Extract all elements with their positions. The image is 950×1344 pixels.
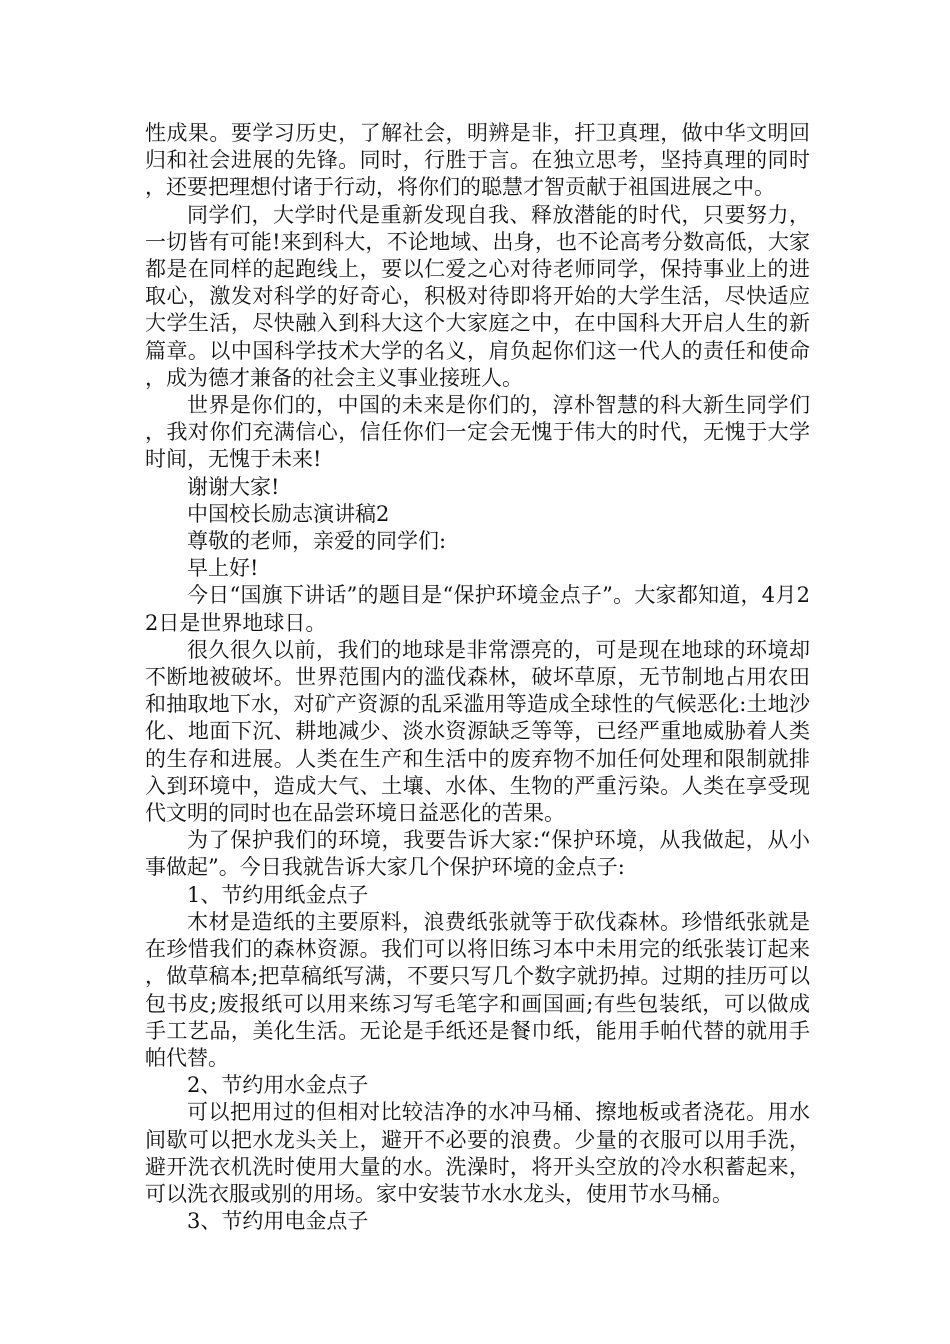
paragraph-thanks: 谢谢大家! <box>187 474 280 499</box>
paragraph-1: 性成果。要学习历史，了解社会，明辨是非，扞卫真理，做中华文明回归和社会进展的先锋。同时，行胜于言。在独立思考，坚持真理的同时，还要把理想付诸于行动，将你们的聪慧才智贡献于祖国进展之中。 <box>145 121 810 200</box>
heading-save-paper: 1、节约用纸金点子 <box>187 882 369 907</box>
paragraph-topic: 今日“国旗下讲话”的题目是“保护环境金点子”。大家都知道，4月22日是世界地球日。 <box>145 583 810 635</box>
paragraph-earth: 很久很久以前，我们的地球是非常漂亮的，可是现在地球的环境却不断地被破坏。世界范围内的滥伐森林，破坏草原，无节制地占用农田和抽取地下水，对矿产资源的乱采滥用等造成全球性的气候恶化:土地沙化、地面下沉、耕地减少、淡水资源缺乏等等，已经严重地威胁着人类的生存和进展。人类在生产和生活中的废弃物不加任何处理和限制就排入到环境中，造成大气、土壤、水体、生物的严重污染。人类在享受现代文明的同时也在品尝环境日益恶化的苦果。 <box>145 637 810 826</box>
greeting-morning: 早上好! <box>187 556 259 581</box>
section-title: 中国校长励志演讲稿2 <box>187 501 390 526</box>
paragraph-protect: 为了保护我们的环境，我要告诉大家:“保护环境，从我做起，从小事做起”。今日我就告诉大家几个保护环境的金点子: <box>145 828 810 880</box>
heading-save-water: 2、节约用水金点子 <box>187 1073 369 1098</box>
paragraph-save-water: 可以把用过的但相对比较洁净的水冲马桶、擦地板或者浇花。用水间歇可以把水龙头关上，避开不必要的浪费。少量的衣服可以用手洗，避开洗衣机洗时使用大量的水。洗澡时，将开头空放的冷水积蓄起来，可以洗衣服或别的用场。家中安装节水水龙头，使用节水马桶。 <box>145 1100 810 1206</box>
heading-save-electricity: 3、节约用电金点子 <box>187 1209 369 1234</box>
document-page <box>145 120 810 1235</box>
paragraph-save-paper: 木材是造纸的主要原料，浪费纸张就等于砍伐森林。珍惜纸张就是在珍惜我们的森林资源。我们可以将旧练习本中未用完的纸张装订起来，做草稿本;把草稿纸写满，不要只写几个数字就扔掉。过期的挂历可以包书皮;废报纸可以用来练习写毛笔字和画国画;有些包装纸，可以做成手工艺品，美化生活。无论是手纸还是餐巾纸，能用手帕代替的就用手帕代替。 <box>145 909 810 1070</box>
paragraph-2: 同学们，大学时代是重新发现自我、释放潜能的时代，只要努力，一切皆有可能!来到科大，不论地域、出身，也不论高考分数高低，大家都是在同样的起跑线上，要以仁爱之心对待老师同学，保持事业上的进取心，激发对科学的好奇心，积极对待即将开始的大学生活，尽快适应大学生活，尽快融入到科大这个大家庭之中，在中国科大开启人生的新篇章。以中国科学技术大学的名义，肩负起你们这一代人的责任和使命，成为德才兼备的社会主义事业接班人。 <box>145 202 810 390</box>
greeting-salutation: 尊敬的老师，亲爱的同学们: <box>187 529 447 554</box>
paragraph-3: 世界是你们的，中国的未来是你们的，淳朴智慧的科大新生同学们，我对你们充满信心，信任你们一定会无愧于伟大的时代，无愧于大学时间，无愧于未来! <box>145 393 810 472</box>
